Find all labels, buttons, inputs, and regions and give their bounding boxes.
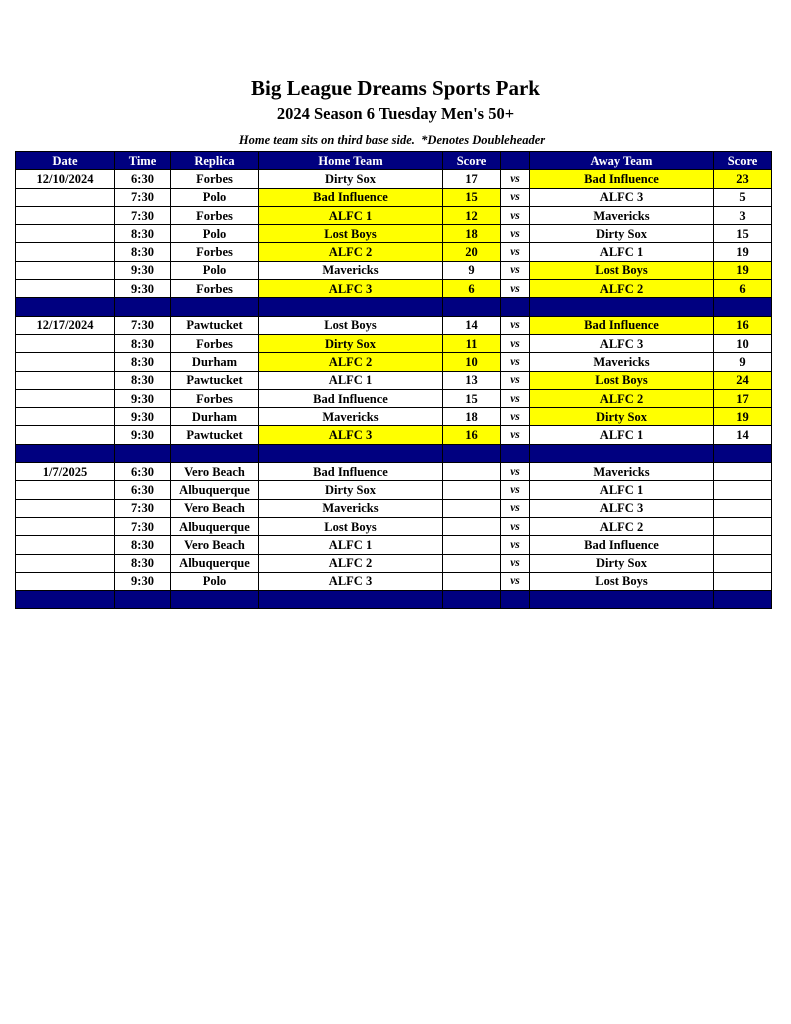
vs-cell: vs xyxy=(501,554,530,572)
home-team-cell: Mavericks xyxy=(259,499,443,517)
separator-cell xyxy=(530,444,714,462)
field-cell: Forbes xyxy=(171,206,259,224)
date-cell xyxy=(16,206,115,224)
away-team-cell: ALFC 2 xyxy=(530,280,714,298)
field-cell: Durham xyxy=(171,408,259,426)
table-row xyxy=(16,170,772,188)
vs-cell: vs xyxy=(501,536,530,554)
date-cell xyxy=(16,243,115,261)
home-score-cell: 6 xyxy=(443,280,501,298)
column-header-vs xyxy=(501,152,530,170)
home-team-cell: ALFC 1 xyxy=(259,371,443,389)
away-score-cell: 14 xyxy=(714,426,772,444)
separator-cell xyxy=(171,444,259,462)
vs-cell: vs xyxy=(501,481,530,499)
away-score-cell xyxy=(714,572,772,590)
separator-cell xyxy=(171,298,259,316)
home-score-cell xyxy=(443,572,501,590)
column-header-home-score: Score xyxy=(443,152,501,170)
field-cell: Albuquerque xyxy=(171,554,259,572)
away-team-cell: ALFC 1 xyxy=(530,243,714,261)
field-cell: Vero Beach xyxy=(171,536,259,554)
home-score-cell xyxy=(443,463,501,481)
away-team-cell: Bad Influence xyxy=(530,536,714,554)
vs-cell: vs xyxy=(501,206,530,224)
away-score-cell: 16 xyxy=(714,316,772,334)
field-cell: Vero Beach xyxy=(171,499,259,517)
home-score-cell: 14 xyxy=(443,316,501,334)
week-separator-row xyxy=(16,444,772,462)
field-cell: Vero Beach xyxy=(171,463,259,481)
away-team-cell: Mavericks xyxy=(530,206,714,224)
home-team-cell: Bad Influence xyxy=(259,389,443,407)
table-row xyxy=(16,334,772,352)
away-score-cell: 19 xyxy=(714,243,772,261)
date-cell xyxy=(16,188,115,206)
time-cell: 7:30 xyxy=(115,499,171,517)
table-row xyxy=(16,481,772,499)
away-team-cell: Dirty Sox xyxy=(530,225,714,243)
table-row xyxy=(16,261,772,279)
field-cell: Forbes xyxy=(171,243,259,261)
away-team-cell: ALFC 1 xyxy=(530,481,714,499)
away-team-cell: Dirty Sox xyxy=(530,408,714,426)
time-cell: 8:30 xyxy=(115,243,171,261)
field-cell: Forbes xyxy=(171,334,259,352)
home-score-cell: 18 xyxy=(443,408,501,426)
away-team-cell: Bad Influence xyxy=(530,316,714,334)
vs-cell: vs xyxy=(501,188,530,206)
table-row xyxy=(16,371,772,389)
schedule-body xyxy=(16,170,772,609)
home-team-cell: Bad Influence xyxy=(259,188,443,206)
away-score-cell xyxy=(714,481,772,499)
time-cell: 8:30 xyxy=(115,353,171,371)
table-row xyxy=(16,280,772,298)
table-row xyxy=(16,408,772,426)
home-score-cell: 13 xyxy=(443,371,501,389)
date-cell xyxy=(16,536,115,554)
away-team-cell: Lost Boys xyxy=(530,572,714,590)
away-team-cell: ALFC 3 xyxy=(530,188,714,206)
time-cell: 9:30 xyxy=(115,408,171,426)
schedule-table xyxy=(15,151,772,609)
time-cell: 8:30 xyxy=(115,371,171,389)
time-cell: 9:30 xyxy=(115,261,171,279)
date-cell xyxy=(16,334,115,352)
vs-cell: vs xyxy=(501,572,530,590)
time-cell: 9:30 xyxy=(115,426,171,444)
table-row xyxy=(16,554,772,572)
away-team-cell: ALFC 1 xyxy=(530,426,714,444)
time-cell: 6:30 xyxy=(115,463,171,481)
date-cell xyxy=(16,389,115,407)
home-score-cell: 15 xyxy=(443,188,501,206)
separator-cell xyxy=(259,298,443,316)
column-header-away-score: Score xyxy=(714,152,772,170)
time-cell: 9:30 xyxy=(115,280,171,298)
date-cell xyxy=(16,408,115,426)
separator-cell xyxy=(171,591,259,609)
home-score-cell xyxy=(443,517,501,535)
vs-cell: vs xyxy=(501,280,530,298)
date-cell xyxy=(16,499,115,517)
vs-cell: vs xyxy=(501,408,530,426)
time-cell: 8:30 xyxy=(115,536,171,554)
date-cell xyxy=(16,353,115,371)
away-score-cell: 9 xyxy=(714,353,772,371)
time-cell: 7:30 xyxy=(115,188,171,206)
column-header-home-team: Home Team xyxy=(259,152,443,170)
date-cell: 12/10/2024 xyxy=(16,170,115,188)
home-score-cell xyxy=(443,499,501,517)
date-cell xyxy=(16,426,115,444)
home-score-cell: 16 xyxy=(443,426,501,444)
date-cell xyxy=(16,554,115,572)
separator-cell xyxy=(714,298,772,316)
vs-cell: vs xyxy=(501,316,530,334)
field-cell: Albuquerque xyxy=(171,517,259,535)
field-cell: Polo xyxy=(171,225,259,243)
home-team-cell: ALFC 2 xyxy=(259,554,443,572)
time-cell: 7:30 xyxy=(115,517,171,535)
date-cell xyxy=(16,517,115,535)
separator-cell xyxy=(259,444,443,462)
home-team-cell: Mavericks xyxy=(259,408,443,426)
home-score-cell: 18 xyxy=(443,225,501,243)
separator-cell xyxy=(259,591,443,609)
page-title: Big League Dreams Sports Park xyxy=(251,76,540,100)
time-cell: 9:30 xyxy=(115,389,171,407)
home-team-cell: ALFC 3 xyxy=(259,572,443,590)
home-team-cell: Lost Boys xyxy=(259,517,443,535)
separator-cell xyxy=(530,591,714,609)
separator-cell xyxy=(501,591,530,609)
table-row xyxy=(16,426,772,444)
home-score-cell: 10 xyxy=(443,353,501,371)
separator-cell xyxy=(115,591,171,609)
away-score-cell: 19 xyxy=(714,408,772,426)
table-row xyxy=(16,353,772,371)
week-separator-row xyxy=(16,298,772,316)
home-team-cell: Dirty Sox xyxy=(259,334,443,352)
vs-cell: vs xyxy=(501,243,530,261)
away-score-cell: 17 xyxy=(714,389,772,407)
separator-cell xyxy=(16,444,115,462)
table-row xyxy=(16,572,772,590)
date-cell xyxy=(16,572,115,590)
table-row xyxy=(16,206,772,224)
vs-cell: vs xyxy=(501,426,530,444)
time-cell: 8:30 xyxy=(115,554,171,572)
time-cell: 8:30 xyxy=(115,225,171,243)
field-cell: Forbes xyxy=(171,280,259,298)
away-score-cell: 24 xyxy=(714,371,772,389)
separator-cell xyxy=(501,444,530,462)
separator-cell xyxy=(16,591,115,609)
table-row xyxy=(16,499,772,517)
home-score-cell xyxy=(443,536,501,554)
home-score-cell: 11 xyxy=(443,334,501,352)
separator-cell xyxy=(443,298,501,316)
home-score-cell: 17 xyxy=(443,170,501,188)
column-header-date: Date xyxy=(16,152,115,170)
schedule-note: Home team sits on third base side. *Denotes Doubleheader xyxy=(238,133,546,147)
away-team-cell: Lost Boys xyxy=(530,261,714,279)
field-cell: Forbes xyxy=(171,389,259,407)
away-team-cell: ALFC 2 xyxy=(530,517,714,535)
date-cell: 12/17/2024 xyxy=(16,316,115,334)
away-score-cell: 6 xyxy=(714,280,772,298)
date-cell xyxy=(16,225,115,243)
time-cell: 7:30 xyxy=(115,206,171,224)
home-team-cell: ALFC 3 xyxy=(259,280,443,298)
date-cell xyxy=(16,371,115,389)
away-score-cell xyxy=(714,463,772,481)
away-score-cell xyxy=(714,536,772,554)
separator-cell xyxy=(714,591,772,609)
away-score-cell: 10 xyxy=(714,334,772,352)
table-row xyxy=(16,316,772,334)
away-team-cell: Mavericks xyxy=(530,463,714,481)
vs-cell: vs xyxy=(501,261,530,279)
away-score-cell xyxy=(714,554,772,572)
home-score-cell: 9 xyxy=(443,261,501,279)
away-team-cell: Dirty Sox xyxy=(530,554,714,572)
table-row xyxy=(16,463,772,481)
separator-cell xyxy=(115,298,171,316)
vs-cell: vs xyxy=(501,517,530,535)
time-cell: 6:30 xyxy=(115,481,171,499)
vs-cell: vs xyxy=(501,225,530,243)
home-score-cell xyxy=(443,481,501,499)
field-cell: Albuquerque xyxy=(171,481,259,499)
home-team-cell: ALFC 1 xyxy=(259,206,443,224)
home-team-cell: ALFC 1 xyxy=(259,536,443,554)
vs-cell: vs xyxy=(501,334,530,352)
table-row xyxy=(16,517,772,535)
time-cell: 6:30 xyxy=(115,170,171,188)
away-team-cell: Mavericks xyxy=(530,353,714,371)
vs-cell: vs xyxy=(501,170,530,188)
date-cell xyxy=(16,280,115,298)
table-row xyxy=(16,536,772,554)
time-cell: 8:30 xyxy=(115,334,171,352)
home-team-cell: Bad Influence xyxy=(259,463,443,481)
away-team-cell: Bad Influence xyxy=(530,170,714,188)
away-score-cell: 3 xyxy=(714,206,772,224)
column-header-replica: Replica xyxy=(171,152,259,170)
home-team-cell: Dirty Sox xyxy=(259,481,443,499)
home-team-cell: ALFC 2 xyxy=(259,243,443,261)
home-score-cell xyxy=(443,554,501,572)
separator-cell xyxy=(16,298,115,316)
home-team-cell: Mavericks xyxy=(259,261,443,279)
vs-cell: vs xyxy=(501,463,530,481)
vs-cell: vs xyxy=(501,371,530,389)
separator-cell xyxy=(115,444,171,462)
time-cell: 7:30 xyxy=(115,316,171,334)
vs-cell: vs xyxy=(501,353,530,371)
away-score-cell: 19 xyxy=(714,261,772,279)
time-cell: 9:30 xyxy=(115,572,171,590)
away-score-cell xyxy=(714,499,772,517)
field-cell: Forbes xyxy=(171,170,259,188)
field-cell: Polo xyxy=(171,572,259,590)
field-cell: Pawtucket xyxy=(171,426,259,444)
field-cell: Polo xyxy=(171,188,259,206)
home-team-cell: Lost Boys xyxy=(259,225,443,243)
header-row xyxy=(16,152,772,170)
home-team-cell: Dirty Sox xyxy=(259,170,443,188)
home-score-cell: 20 xyxy=(443,243,501,261)
away-team-cell: ALFC 3 xyxy=(530,334,714,352)
separator-cell xyxy=(501,298,530,316)
away-score-cell xyxy=(714,517,772,535)
home-team-cell: ALFC 2 xyxy=(259,353,443,371)
table-row xyxy=(16,243,772,261)
separator-cell xyxy=(530,298,714,316)
column-header-time: Time xyxy=(115,152,171,170)
date-cell: 1/7/2025 xyxy=(16,463,115,481)
table-row xyxy=(16,389,772,407)
home-score-cell: 12 xyxy=(443,206,501,224)
table-row xyxy=(16,225,772,243)
away-score-cell: 15 xyxy=(714,225,772,243)
week-separator-row xyxy=(16,591,772,609)
away-team-cell: Lost Boys xyxy=(530,371,714,389)
field-cell: Pawtucket xyxy=(171,316,259,334)
away-team-cell: ALFC 3 xyxy=(530,499,714,517)
date-cell xyxy=(16,261,115,279)
separator-cell xyxy=(714,444,772,462)
separator-cell xyxy=(443,444,501,462)
vs-cell: vs xyxy=(501,499,530,517)
field-cell: Durham xyxy=(171,353,259,371)
away-team-cell: ALFC 2 xyxy=(530,389,714,407)
home-team-cell: Lost Boys xyxy=(259,316,443,334)
table-row xyxy=(16,188,772,206)
separator-cell xyxy=(443,591,501,609)
date-cell xyxy=(16,481,115,499)
home-score-cell: 15 xyxy=(443,389,501,407)
away-score-cell: 23 xyxy=(714,170,772,188)
vs-cell: vs xyxy=(501,389,530,407)
page-subtitle: 2024 Season 6 Tuesday Men's 50+ xyxy=(276,104,515,123)
column-header-away-team: Away Team xyxy=(530,152,714,170)
field-cell: Pawtucket xyxy=(171,371,259,389)
home-team-cell: ALFC 3 xyxy=(259,426,443,444)
away-score-cell: 5 xyxy=(714,188,772,206)
field-cell: Polo xyxy=(171,261,259,279)
